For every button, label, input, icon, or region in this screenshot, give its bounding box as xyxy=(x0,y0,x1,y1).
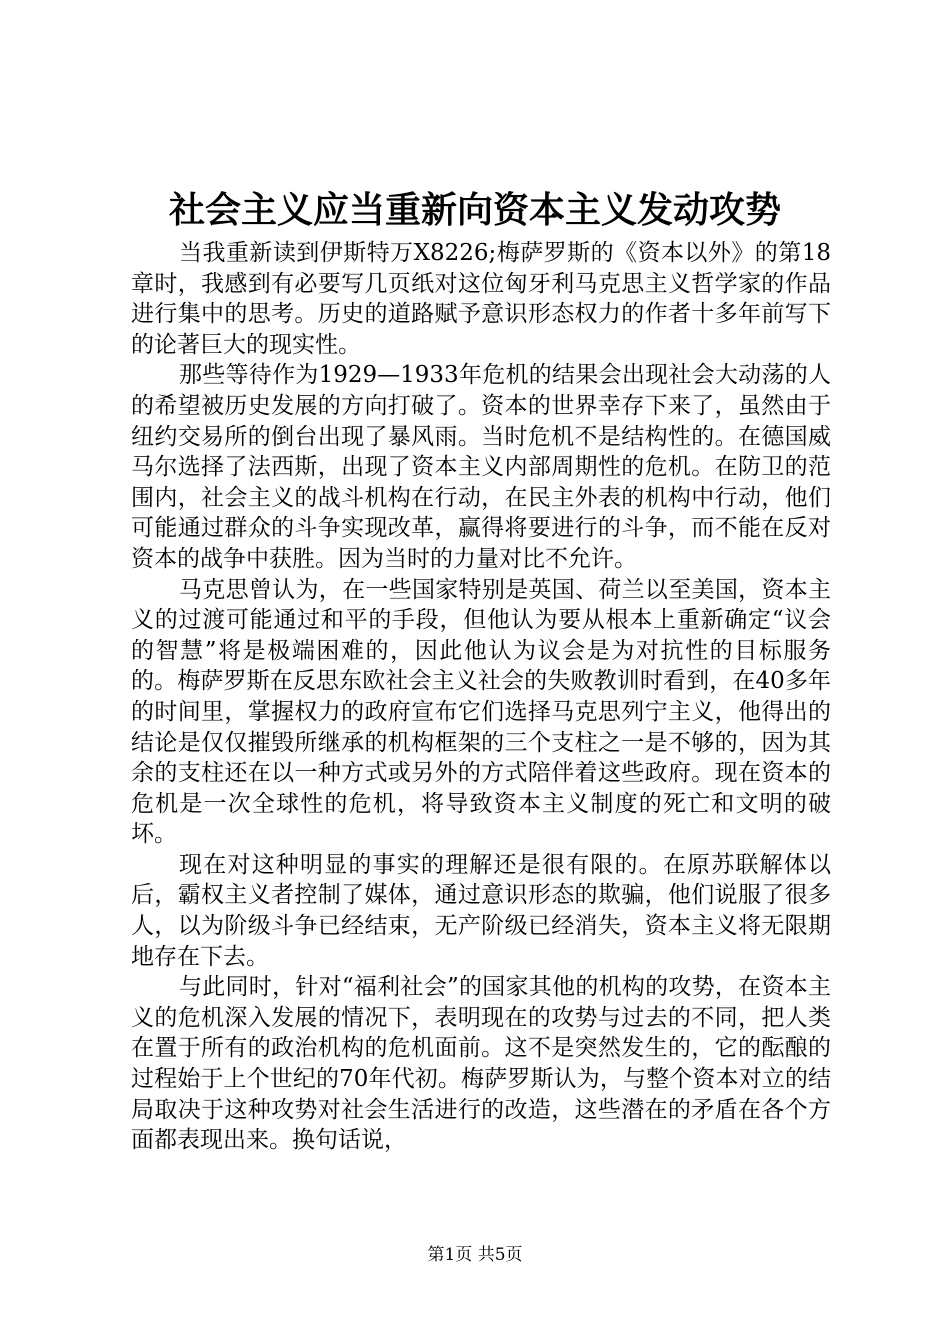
paragraph-5: 与此同时，针对“福利社会”的国家其他的机构的攻势，在资本主义的危机深入发展的情况下，表明现在的攻势与过去的不同，把人类在置于所有的政治机构的危机面前。这不是突然发生的，它的酝酿的过程始于上个世纪的70年代初。梅萨罗斯认为，与整个资本对立的结局取决于这种攻势对社会生活进行的改造，这些潜在的矛盾在各个方面都表现出来。换句话说， xyxy=(131,974,831,1154)
paragraph-1: 当我重新读到伊斯特万X8226;梅萨罗斯的《资本以外》的第18章时，我感到有必要写几页纸对这位匈牙利马克思主义哲学家的作品进行集中的思考。历史的道路赋予意识形态权力的作者十多年前写下的论著巨大的现实性。 xyxy=(131,240,831,358)
page-footer: 第1页 共5页 xyxy=(427,1245,523,1265)
document-body xyxy=(131,238,831,1156)
paragraph-2: 那些等待作为1929—1933年危机的结果会出现社会大动荡的人的希望被历史发展的方向打破了。资本的世界幸存下来了，虽然由于纽约交易所的倒台出现了暴风雨。当时危机不是结构性的。在德国威马尔选择了法西斯，出现了资本主义内部周期性的危机。在防卫的范围内，社会主义的战斗机构在行动，在民主外表的机构中行动，他们可能通过群众的斗争实现改革，赢得将要进行的斗争，而不能在反对资本的战争中获胜。因为当时的力量对比不允许。 xyxy=(131,362,831,572)
document-title: 社会主义应当重新向资本主义发动攻势 xyxy=(168,189,781,231)
paragraph-4: 现在对这种明显的事实的理解还是很有限的。在原苏联解体以后，霸权主义者控制了媒体，通过意识形态的欺骗，他们说服了很多人，以为阶级斗争已经结束，无产阶级已经消失，资本主义将无限期地存在下去。 xyxy=(131,851,831,970)
paragraph-3: 马克思曾认为，在一些国家特别是英国、荷兰以至美国，资本主义的过渡可能通过和平的手段，但他认为要从根本上重新确定“议会的智慧”将是极端困难的，因此他认为议会是为对抗性的目标服务的。梅萨罗斯在反思东欧社会主义社会的失败教训时看到，在40多年的时间里，掌握权力的政府宣布它们选择马克思列宁主义，他得出的结论是仅仅摧毁所继承的机构框架的三个支柱之一是不够的，因为其余的支柱还在以一种方式或另外的方式陪伴着这些政府。现在资本的危机是一次全球性的危机，将导致资本主义制度的死亡和文明的破坏。 xyxy=(131,576,831,848)
